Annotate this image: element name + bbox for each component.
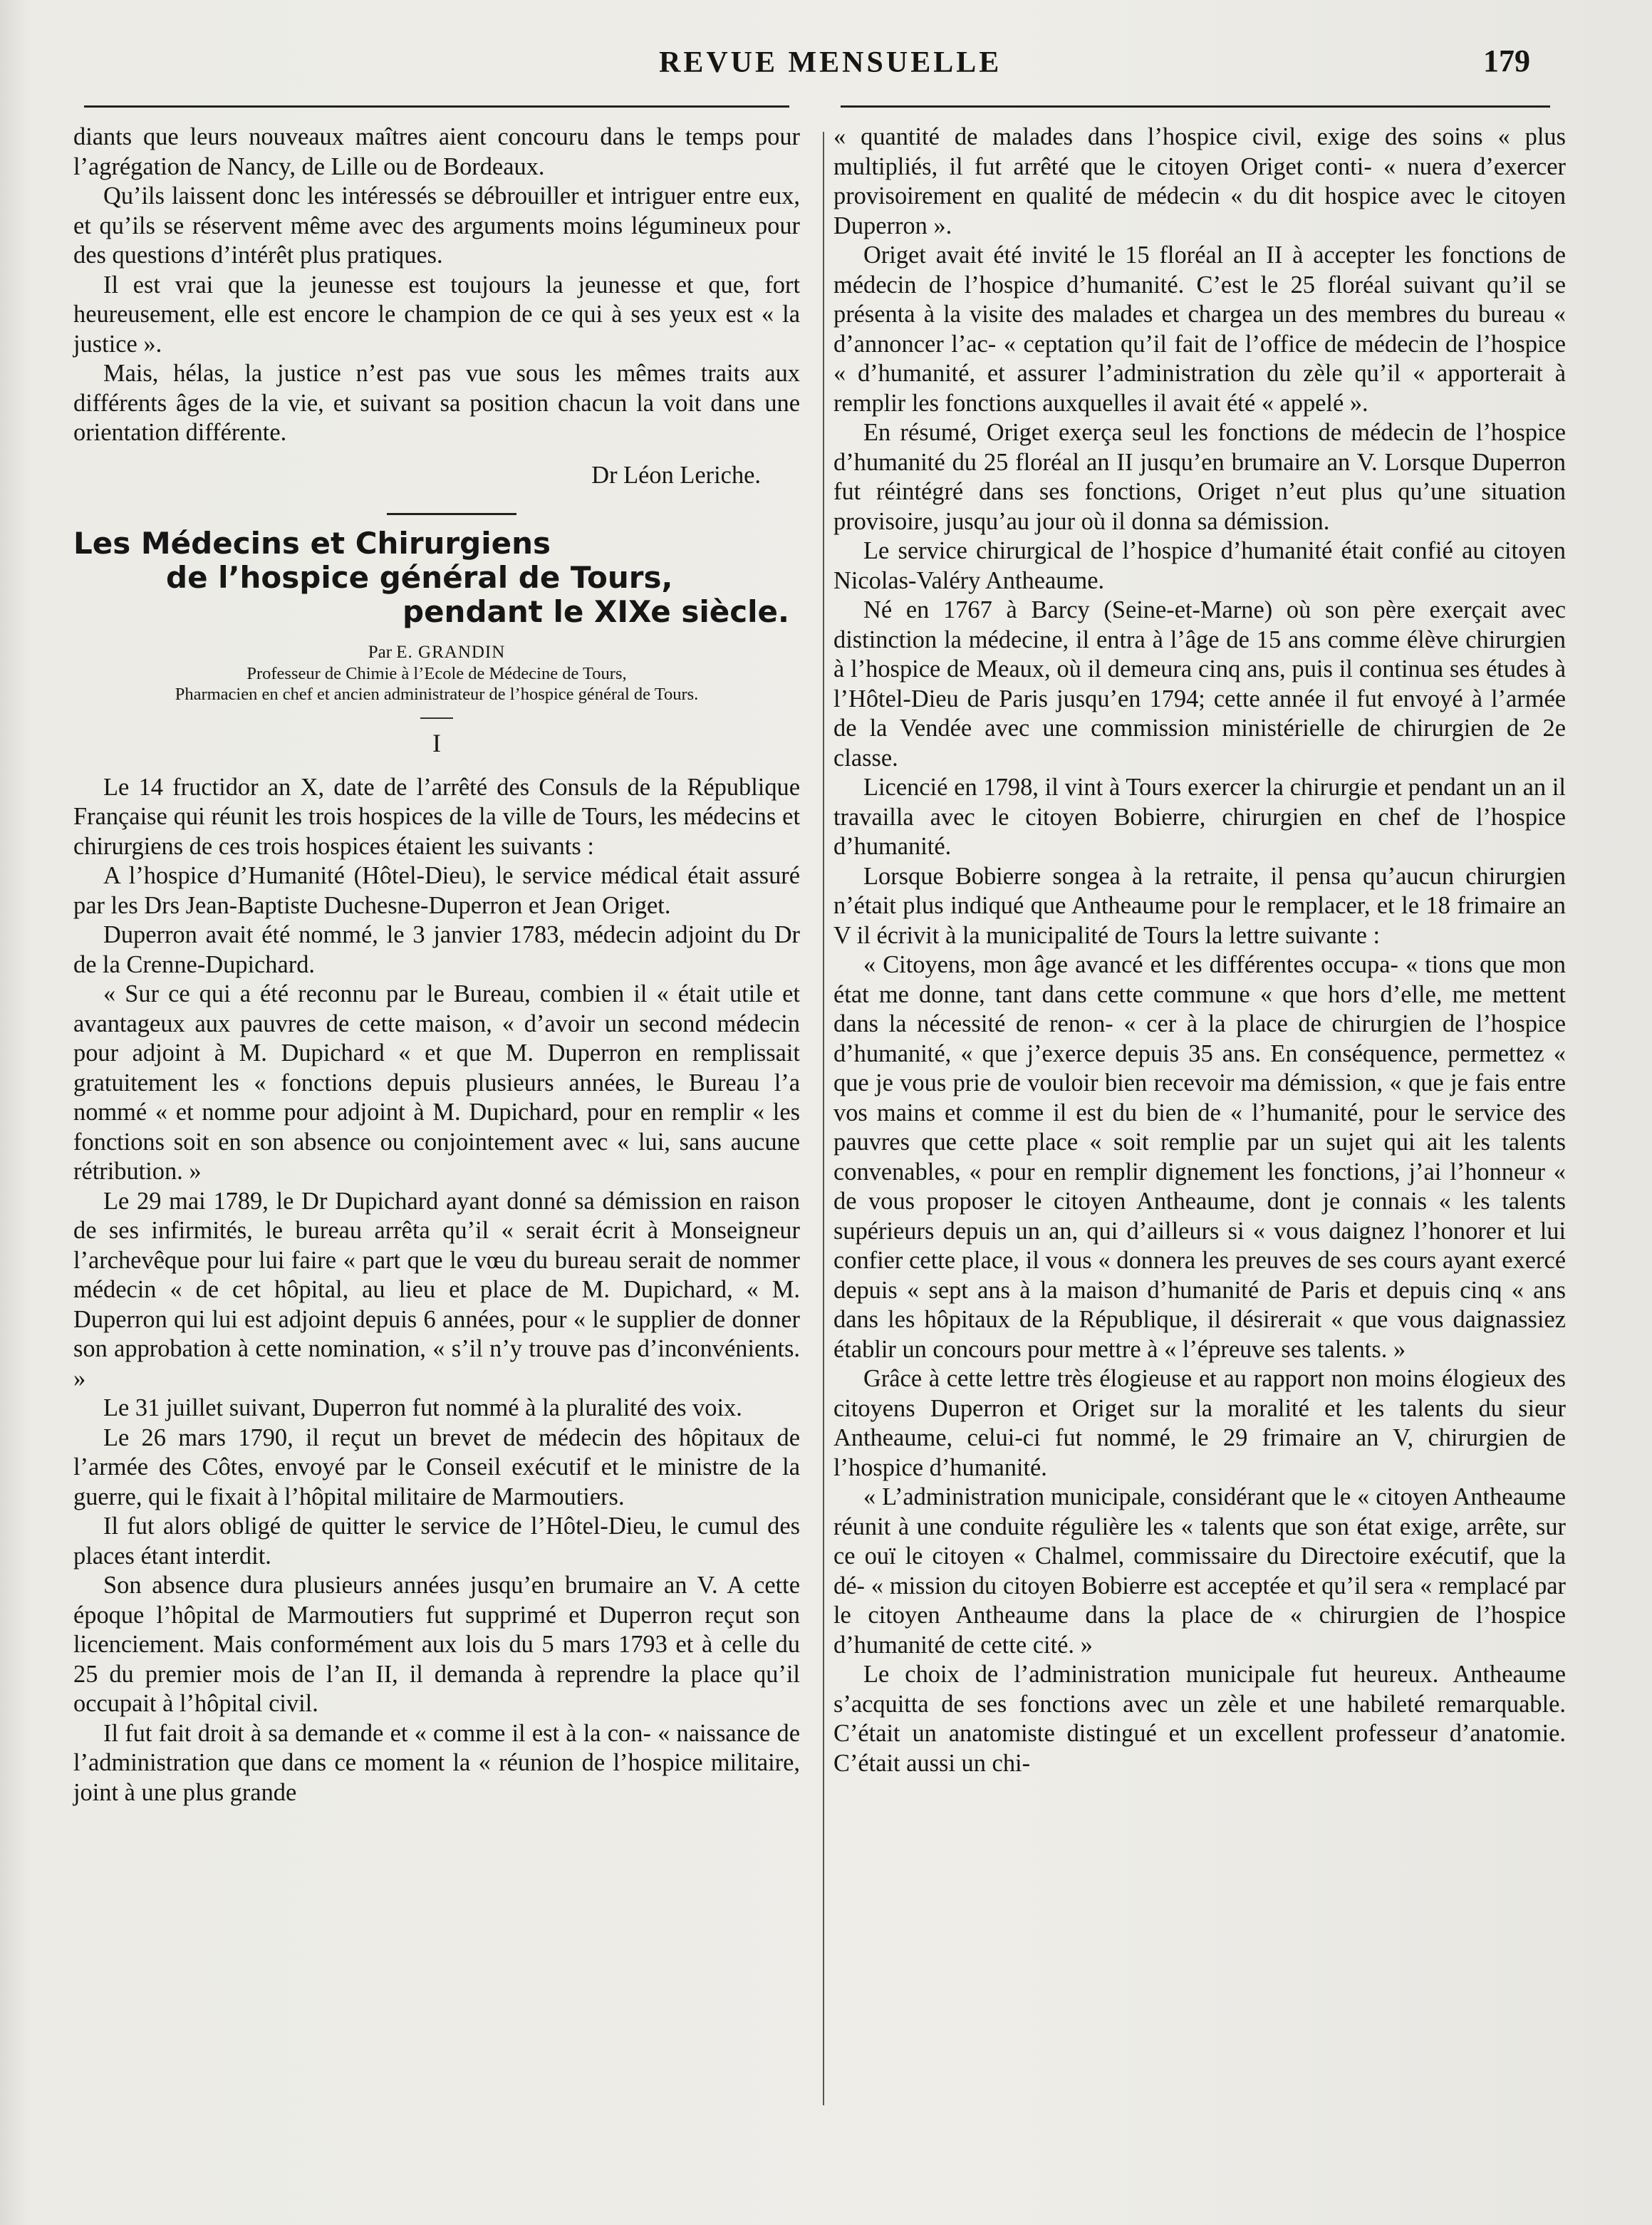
quoted-paragraph: « Sur ce qui a été reconnu par le Bureau, combien il « était utile et avantageux aux pauvres de cette maison, « d’avoir un second médecin pour adjoint à M. Dupichard « et que M. Duperron en remplissait gratuitement les « fonctions depuis plusieurs années, le Bureau l’a nommé « et nomme pour adjoint à M. Dupichard, pour en remplir « les fonctions soit en son absence ou conjointement avec « lui, sans aucune rétribution. » (73, 980, 800, 1185)
intro-paragraph: Qu’ils laissent donc les intéressés se débrouiller et intriguer entre eux, et qu’ils se réservent même avec des arguments moins légumineux pour des questions d’intérêt plus pratiques. (73, 182, 800, 269)
body-paragraph: Licencié en 1798, il vint à Tours exercer la chirurgie et pendant un an il travailla avec le citoyen Bobierre, chirurgien en chef de l’hospice d’humanité. (833, 774, 1566, 860)
body-paragraph: Origet avait été invité le 15 floréal an II à accepter les fonctions de médecin de l’hospice d’humanité. C’est le 25 floréal suivant qu’il se présenta à la visite des malades et chargea un des membres du bureau « d’annoncer l’ac- « ceptation qu’il fait de l’office de médecin de l’hospice « d’humanité, et assurer l’administration du zèle qu’il « apporterait à remplir les fonctions auxquelles il avait été « appelé ». (833, 242, 1566, 417)
author-affiliation: Pharmacien en chef et ancien administrateur de l’hospice général de Tours. (175, 685, 699, 704)
quoted-paragraph: « L’administration municipale, considérant que le « citoyen Antheaume réunit à une conduite régulière les « talents que son état exige, arrête, sur ce ouï le citoyen « Chalmel, commissaire du Directoire exécutif, que la dé- « mission du citoyen Bobierre est acceptée et qu’il sera « remplacé par le citoyen Antheaume dans la place de « chirurgien de l’hospice d’humanité de cette cité. » (833, 1483, 1566, 1659)
body-paragraph: Né en 1767 à Barcy (Seine-et-Marne) où son père exerçait avec distinction la médecine, il entra à l’âge de 15 ans comme élève chirurgien à l’hospice de Meaux, où il demeura cinq ans, puis il continua ses études à l’Hôtel-Dieu de Paris jusqu’en 1794; cette année il fut envoyé à l’armée de la Vendée avec une commission ministérielle de chirurgien de 2e classe. (833, 596, 1566, 772)
quoted-letter: « Citoyens, mon âge avancé et les différentes occupa- « tions que mon état me donne, tant dans cette commune « que hors d’elle, me mettent dans la nécessité de renon- « cer à la place de chirurgien de l’hospice d’humanité, « que j’exerce depuis 35 ans. En conséquence, permettez « que je vous prie de vouloir bien recevoir ma démission, « que je fais entre vos mains et comme il est du bien de « l’humanité, pour le service des pauvres que cette place « soit remplie par un sujet qui ait les talents convenables, « pour en remplir dignement les fonctions, j’ai l’honneur « de vous proposer le citoyen Antheaume, dont je connais « les talents supérieurs depuis un an, qui d’ailleurs si « vous daignez l’honorer et lui confier cette place, il vous « donnera les preuves de ses cours ayant exercé depuis « sept ans à la maison d’humanité de Paris et depuis cinq « ans dans les hôpitaux de la République, il désirerait « que vous daignassiez établir un concours pour mettre à « l’épreuve ses talents. » (833, 951, 1566, 1363)
left-column (73, 123, 800, 1808)
author-signature: Dr Léon Leriche. (591, 461, 761, 489)
header-rule-left (84, 105, 789, 108)
author-affiliation: Professeur de Chimie à l’Ecole de Médecine de Tours, (246, 664, 627, 683)
byline-prefix: Par (368, 643, 393, 662)
header-rule-right (841, 105, 1550, 108)
quoted-paragraph: « quantité de malades dans l’hospice civil, exige des soins « plus multipliés, il fut arrêté que le citoyen Origet conti- « nuera d’exercer provisoirement en qualité de médecin « du dit hospice avec le citoyen Duperron ». (833, 123, 1566, 239)
intro-paragraph: Il est vrai que la jeunesse est toujours la jeunesse et que, fort heureusement, elle est encore le champion de ce qui à ses yeux est « la justice ». (73, 271, 800, 358)
column-divider (823, 132, 824, 2105)
right-column (833, 123, 1566, 1778)
body-paragraph: Duperron avait été nommé, le 3 janvier 1783, médecin adjoint du Dr de la Crenne-Dupichard. (73, 921, 800, 978)
body-paragraph: Lorsque Bobierre songea à la retraite, il pensa qu’aucun chirurgien n’était plus indiqué que Antheaume pour le remplacer, et le 18 frimaire an V il écrivit à la municipalité de Tours la lettre suivante : (833, 862, 1566, 949)
body-paragraph: En résumé, Origet exerça seul les fonctions de médecin de l’hospice d’humanité du 25 floréal an II jusqu’en brumaire an V. Lorsque Duperron fut réintégré dans ses fonctions, Origet n’eut plus qu’une situation provisoire, jusqu’au jour où il donna sa démission. (833, 419, 1566, 535)
body-paragraph: Le 14 fructidor an X, date de l’arrêté des Consuls de la République Française qui réunit les trois hospices de la ville de Tours, les médecins et chirurgiens de ces trois hospices étaient les suivants : (73, 773, 800, 860)
article-title-line: de l’hospice général de Tours, (166, 560, 673, 595)
body-paragraph: Le choix de l’administration municipale fut heureux. Antheaume s’acquitta de ses fonctions avec un zèle et une habileté remarquable. C’était un anatomiste distingué et un excellent professeur d’anatomie. C’était aussi un chi- (833, 1661, 1566, 1777)
section-number: I (432, 729, 441, 757)
article-title (73, 527, 800, 629)
body-paragraph: Grâce à cette lettre très élogieuse et au rapport non moins élogieux des citoyens Duperron et Origet sur la moralité et les talents du sieur Antheaume, celui-ci fut nommé, le 29 frimaire an V, chirurgien de l’hospice d’humanité. (833, 1365, 1566, 1481)
article-author: E. GRANDIN (396, 643, 506, 662)
body-paragraph: Le 31 juillet suivant, Duperron fut nommé à la pluralité des voix. (103, 1394, 742, 1421)
body-paragraph: Le 26 mars 1790, il reçut un brevet de médecin des hôpitaux de l’armée des Côtes, envoyé par le Conseil exécutif et le ministre de la guerre, qui le fixait à l’hôpital militaire de Marmoutiers. (73, 1423, 800, 1510)
body-paragraph: Il fut alors obligé de quitter le service de l’Hôtel-Dieu, le cumul des places étant interdit. (73, 1513, 800, 1570)
running-head (0, 43, 1652, 85)
short-separator (420, 717, 453, 719)
body-paragraph: Le service chirurgical de l’hospice d’humanité était confié au citoyen Nicolas-Valéry Antheaume. (833, 537, 1566, 594)
intro-paragraph: Mais, hélas, la justice n’est pas vue sous les mêmes traits aux différents âges de la vie, et suivant sa position chacun la voit dans une orientation différente. (73, 360, 800, 446)
page-number: 179 (1483, 43, 1530, 78)
body-paragraph: Son absence dura plusieurs années jusqu’en brumaire an V. A cette époque l’hôpital de Marmoutiers fut supprimé et Duperron reçut son licenciement. Mais conformément aux lois du 5 mars 1793 et à celle du 25 du premier mois de l’an II, il demanda à reprendre la place qu’il occupait à l’hôpital civil. (73, 1572, 800, 1717)
article-title-line: pendant le XIXe siècle. (402, 594, 789, 629)
journal-title: REVUE MENSUELLE (659, 46, 1002, 79)
article-title-line: Les Médecins et Chirurgiens (73, 526, 551, 561)
article-byline (73, 642, 800, 663)
body-paragraph: Le 29 mai 1789, le Dr Dupichard ayant donné sa démission en raison de ses infirmités, le bureau arrêta qu’il « serait écrit à Monseigneur l’archevêque pour lui faire « part que le vœu du bureau serait de nommer médecin « de cet hôpital, au lieu et place de M. Dupichard, « M. Duperron qui lui est adjoint depuis 6 années, pour « le supplier de donner son approbation à cette nomination, « s’il n’y trouve pas d’inconvénients. » (73, 1187, 800, 1392)
section-separator (387, 513, 516, 515)
body-paragraph: Il fut fait droit à sa demande et « comme il est à la con- « naissance de l’administration que dans ce moment la « réunion de l’hospice militaire, joint à une plus grande (73, 1719, 800, 1806)
intro-paragraph: diants que leurs nouveaux maîtres aient concouru dans le temps pour l’agrégation de Nancy, de Lille ou de Bordeaux. (73, 123, 800, 180)
body-paragraph: A l’hospice d’Humanité (Hôtel-Dieu), le service médical était assuré par les Drs Jean-Baptiste Duchesne-Duperron et Jean Origet. (73, 862, 800, 919)
